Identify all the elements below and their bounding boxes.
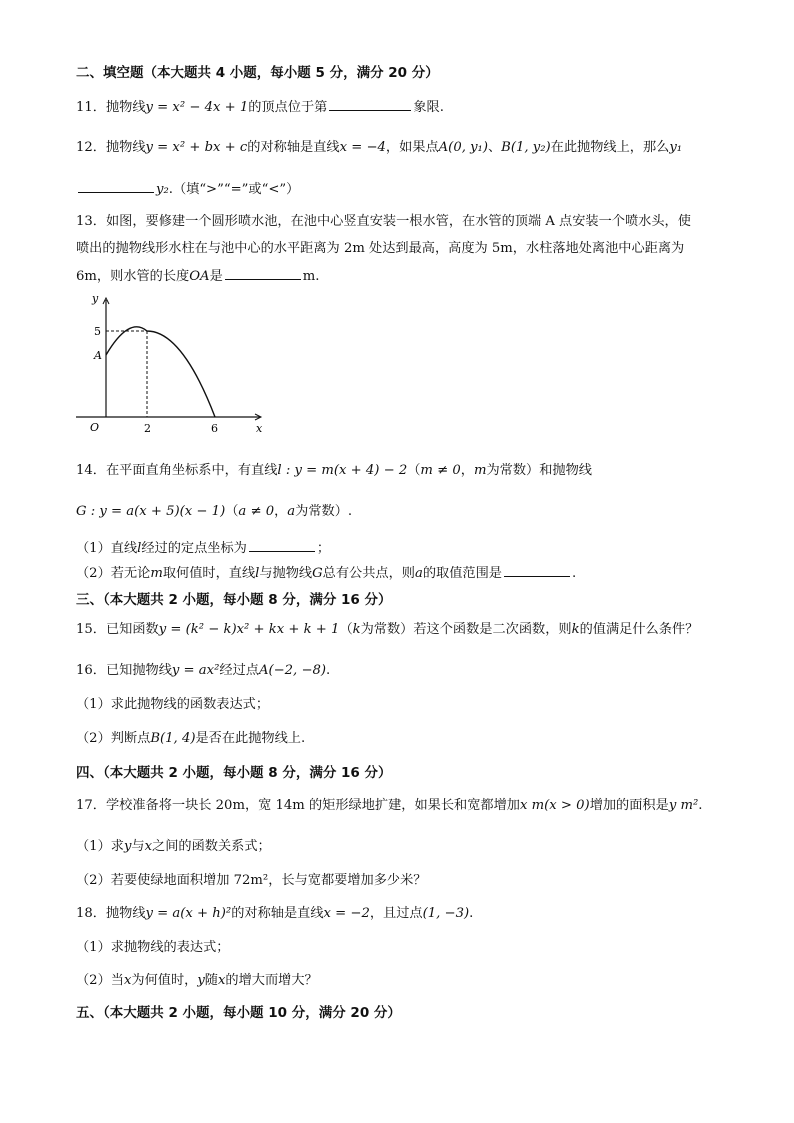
- question-14: 14．在平面直角坐标系中，有直线l : y = m(x + 4) − 2（m ≠ 0，m为常数）和抛物线: [76, 463, 592, 478]
- q15-formula: y = (k² − k)x² + kx + k + 1: [158, 622, 340, 637]
- section-2-header: 二、填空题（本大题共 4 小题，每小题 5 分，满分 20 分）: [76, 65, 439, 81]
- q14-part2-blank[interactable]: [504, 564, 570, 577]
- q14-parabola-equation: G : y = a(x + 5)(x − 1): [76, 504, 226, 519]
- x-axis-label: x: [256, 422, 263, 435]
- x-tick-2: 2: [144, 422, 151, 435]
- question-14-part-1: （1）直线l经过的定点坐标为 ；: [76, 541, 331, 556]
- question-15: 15．已知函数y = (k² − k)x² + kx + k + 1（k为常数）若这个函数是二次函数，则k的值满足什么条件？: [76, 622, 699, 637]
- question-17: 17．学校准备将一块长 20m，宽 14m 的矩形绿地扩建，如果长和宽都增加x m(x > 0)增加的面积是y m².: [76, 798, 703, 813]
- parabola-graph: [72, 290, 282, 440]
- fountain-figure: [72, 290, 282, 444]
- question-13-line-1: 13．如图，要修建一个圆形喷水池，在池中心竖直安装一根水管，在水管的顶端 A 点安装一个喷水头，使: [76, 214, 691, 229]
- q16-formula: y = ax²: [171, 663, 220, 678]
- question-16-part-2: （2）判断点B(1, 4)是否在此抛物线上.: [76, 731, 306, 746]
- question-12-line-2: y₂.（填“>”“=”或“<”）: [76, 180, 299, 199]
- question-16: 16．已知抛物线y = ax²经过点A(−2, −8).: [76, 663, 331, 678]
- question-18-part-2: （2）当x为何值时，y随x的增大而增大？: [76, 973, 318, 988]
- q12-answer-blank[interactable]: [78, 180, 154, 193]
- q18-formula: y = a(x + h)²: [145, 906, 232, 921]
- q14-part1-blank[interactable]: [249, 539, 315, 552]
- question-12: 12．抛物线y = x² + bx + c的对称轴是直线x = −4，如果点A(0, y₁)、B(1, y₂)在此抛物线上，那么y₁: [76, 140, 683, 155]
- section-5-header: 五、（本大题共 2 小题，每小题 10 分，满分 20 分）: [76, 1005, 401, 1021]
- question-14-part-2: （2）若无论m取何值时，直线l与抛物线G总有公共点，则a的取值范围是 .: [76, 566, 577, 581]
- question-11: 11．抛物线y = x² − 4x + 1的顶点位于第 象限.: [76, 100, 444, 115]
- q12-point-b: B(1, y₂): [501, 140, 551, 155]
- section-3-header: 三、（本大题共 2 小题，每小题 8 分，满分 16 分）: [76, 592, 392, 608]
- q11-answer-blank[interactable]: [329, 98, 411, 111]
- point-a-label: A: [94, 349, 102, 362]
- y-axis-label: y: [92, 292, 99, 305]
- question-18-part-1: （1）求抛物线的表达式；: [76, 940, 230, 955]
- y-tick-5: 5: [94, 325, 101, 338]
- question-13-line-3: 6m，则水管的长度OA是 m.: [76, 269, 320, 284]
- question-17-part-2: （2）若要使绿地面积增加 72m²，长与宽都要增加多少米？: [76, 873, 427, 888]
- origin-label: O: [90, 421, 100, 434]
- q11-formula: y = x² − 4x + 1: [145, 100, 249, 115]
- parabola-curve: [106, 327, 215, 417]
- question-16-part-1: （1）求此抛物线的函数表达式；: [76, 697, 270, 712]
- x-tick-6: 6: [211, 422, 218, 435]
- question-14-line-2: G : y = a(x + 5)(x − 1)（a ≠ 0，a为常数）.: [76, 504, 353, 519]
- question-13-line-2: 喷出的抛物线形水柱在与池中心的水平距离为 2m 处达到最高，高度为 5m，水柱落地处离池中心距离为: [76, 241, 685, 256]
- q12-point-a: A(0, y₁): [438, 140, 488, 155]
- section-4-header: 四、（本大题共 2 小题，每小题 8 分，满分 16 分）: [76, 765, 392, 781]
- q14-line-equation: l : y = m(x + 4) − 2: [277, 463, 408, 478]
- question-17-part-1: （1）求y与x之间的函数关系式；: [76, 839, 271, 854]
- q12-formula: y = x² + bx + c: [145, 140, 248, 155]
- q13-answer-blank[interactable]: [225, 267, 301, 280]
- question-18: 18．抛物线y = a(x + h)²的对称轴是直线x = −2，且过点(1, −3).: [76, 906, 474, 921]
